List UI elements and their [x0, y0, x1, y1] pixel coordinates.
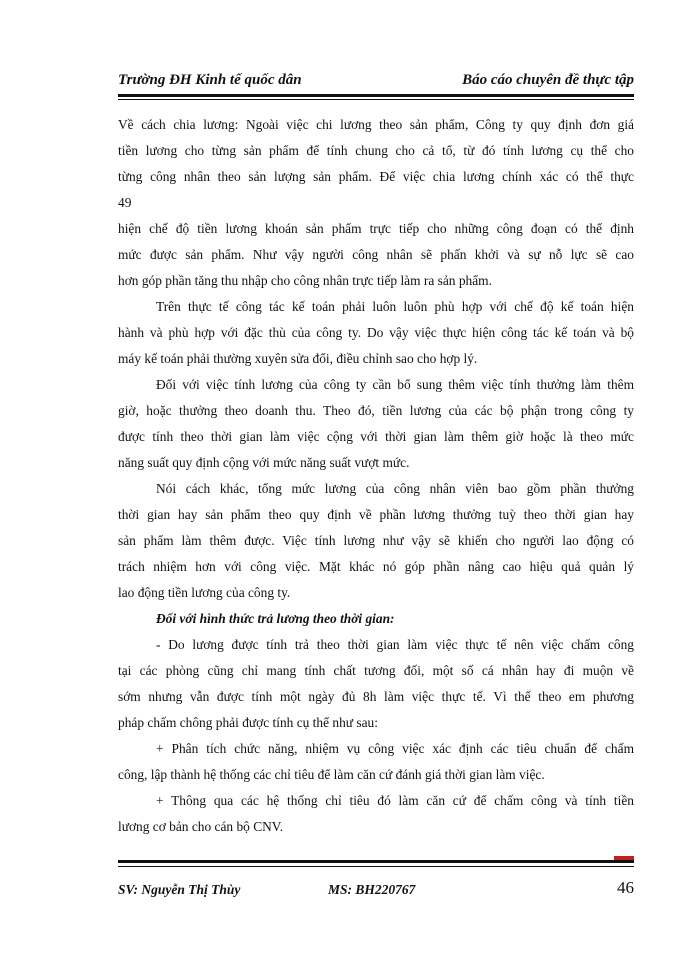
paragraph-start: Đối với việc tính lương của công ty cần bổ sung thêm việc tính thưởng làm thêm [156, 377, 634, 392]
text-line: Về cách chia lương: Ngoài việc chi lương theo sản phẩm, Công ty quy định đơn giá [118, 117, 634, 132]
paragraph-start: + Phân tích chức năng, nhiệm vụ công việc xác định các tiêu chuẩn để chấm [156, 741, 634, 756]
text-line: mức được sản phẩm. Như vậy người công nhân sẽ phấn khởi và sự nỗ lực sẽ cao [118, 247, 634, 262]
text-line: pháp chấm chông phải được tính cụ thể như sau: [118, 715, 378, 730]
text-line: công, lập thành hệ thống các chỉ tiêu để làm căn cứ đánh giá thời gian làm việc. [118, 767, 545, 782]
paragraph-start: Trên thực tế công tác kế toán phải luôn luôn phù hợp với chế độ kế toán hiện [156, 299, 634, 314]
text-line: hành và phù hợp với đặc thù của công ty. Do vậy việc thực hiện công tác kế toán và bộ [118, 325, 634, 340]
footer-student-id: MS: BH220767 [328, 882, 416, 897]
text-line: tại các phòng cũng chỉ mang tính chất tương đối, một số cá nhân hay đi muộn về [118, 663, 634, 678]
text-line: được tính theo thời gian làm việc cộng với thời gian làm thêm giờ hoặc là theo mức [118, 429, 634, 444]
paragraph-start: Nói cách khác, tổng mức lương của công nhân viên bao gồm phần thưởng [156, 481, 634, 496]
text-line: sớm nhưng vẫn được tính một ngày đủ 8h làm việc thực tế. Vì thế theo em phương [118, 689, 634, 704]
text-line: hiện chế độ tiền lương khoán sản phẩm trực tiếp cho những công đoạn có thể định [118, 221, 634, 236]
body-text [118, 112, 634, 840]
text-line: năng suất quy định cộng với mức năng suất vượt mức. [118, 455, 410, 470]
text-line: lao động tiền lương của công ty. [118, 585, 291, 600]
paragraph-start: - Do lương được tính trả theo thời gian làm việc thực tế nên việc chấm công [156, 637, 634, 652]
stray-number: 49 [118, 195, 132, 210]
footer-student-name: SV: Nguyễn Thị Thùy [118, 882, 241, 897]
header-school: Trường ĐH Kinh tế quốc dân [118, 72, 302, 88]
text-line: hơn góp phần tăng thu nhập cho công nhân trực tiếp làm ra sản phẩm. [118, 273, 492, 288]
text-line: tiền lương cho từng sản phẩm để tính chung cho cả tổ, từ đó tính lương cụ thể cho [118, 143, 634, 158]
page-number: 46 [617, 878, 634, 897]
text-line: thời gian hay sản phẩm theo quy định về phần lương thưởng tuỳ theo thời gian hay [118, 507, 634, 522]
paragraph-start: + Thông qua các hệ thống chỉ tiêu đó làm căn cứ để chấm công và tính tiền [156, 793, 634, 808]
text-line: máy kế toán phải thường xuyên sửa đổi, điều chỉnh sao cho hợp lý. [118, 351, 478, 366]
text-line: giờ, hoặc thưởng theo doanh thu. Theo đó, tiền lương của các bộ phận trong công ty [118, 403, 634, 418]
section-heading: Đối với hình thức trả lương theo thời gian: [156, 611, 395, 626]
text-line: từng công nhân theo sản lượng sản phẩm. Để việc chia lương chính xác có thể thực [118, 169, 634, 184]
header-rule-thin [118, 99, 634, 100]
page-header [118, 72, 634, 96]
header-report-title: Báo cáo chuyên đề thực tập [462, 72, 634, 88]
text-line: trách nhiệm hơn với công việc. Mặt khác nó góp phần nâng cao hiệu quả quản lý [118, 559, 634, 574]
footer-rule-thin [118, 866, 634, 867]
page-footer [118, 878, 634, 902]
text-line: sản phẩm làm thêm được. Việc tính lương như vậy sẽ khiến cho người lao động có [118, 533, 634, 548]
text-line: lương cơ bản cho cán bộ CNV. [118, 819, 284, 834]
footer-rule-thick [118, 860, 634, 863]
header-rule-thick [118, 94, 634, 97]
